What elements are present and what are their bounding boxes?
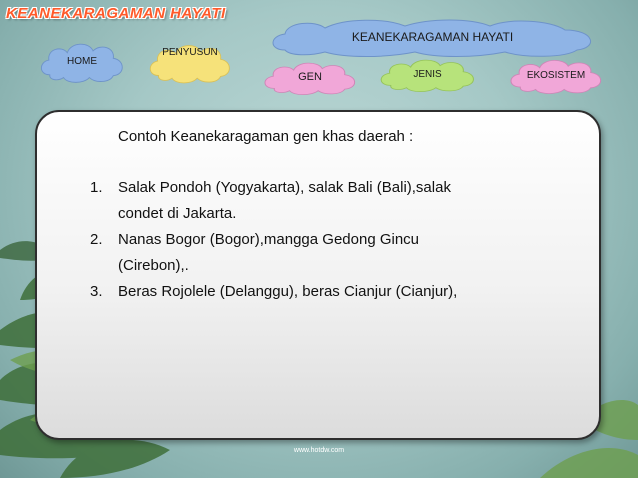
list-number: 2.: [90, 231, 103, 248]
list-item: [90, 175, 510, 227]
list-text: Beras Rojolele (Delanggu), beras Cianjur (Cianjur),: [118, 283, 458, 300]
logo-title: KEANEKARAGAMAN HAYATI: [6, 5, 226, 22]
list-text: (Cirebon),.: [118, 257, 189, 274]
nav-jenis-button[interactable]: [375, 55, 480, 93]
nav-home-button[interactable]: [34, 38, 130, 84]
list-item: [90, 279, 510, 305]
nav-penyusun-button[interactable]: [145, 38, 235, 86]
list-text: condet di Jakarta.: [118, 205, 237, 222]
nav-penyusun-label: PENYUSUN: [162, 46, 218, 58]
content-list: [90, 175, 510, 305]
list-text: Nanas Bogor (Bogor),mangga Gedong Gincu: [118, 231, 420, 248]
list-item: [90, 227, 510, 279]
nav-ekosistem-button[interactable]: [505, 55, 607, 95]
nav-gen-label: GEN: [298, 71, 322, 83]
cloud-shape-icon: [145, 38, 235, 86]
nav-gen-button[interactable]: [259, 58, 361, 96]
list-number: 1.: [90, 179, 103, 196]
footer-url: www.hotdw.com: [293, 447, 345, 454]
nav-home-label: HOME: [67, 55, 97, 67]
content-heading: Contoh Keanekaragaman gen khas daerah :: [118, 128, 414, 145]
banner-label: KEANEKARAGAMAN HAYATI: [351, 30, 514, 44]
nav-ekosistem-label: EKOSISTEM: [526, 69, 586, 81]
nav-jenis-label: JENIS: [413, 68, 442, 80]
header-banner: [265, 18, 600, 56]
list-text: Salak Pondoh (Yogyakarta), salak Bali (Bali),salak: [118, 179, 451, 196]
list-number: 3.: [90, 283, 103, 300]
